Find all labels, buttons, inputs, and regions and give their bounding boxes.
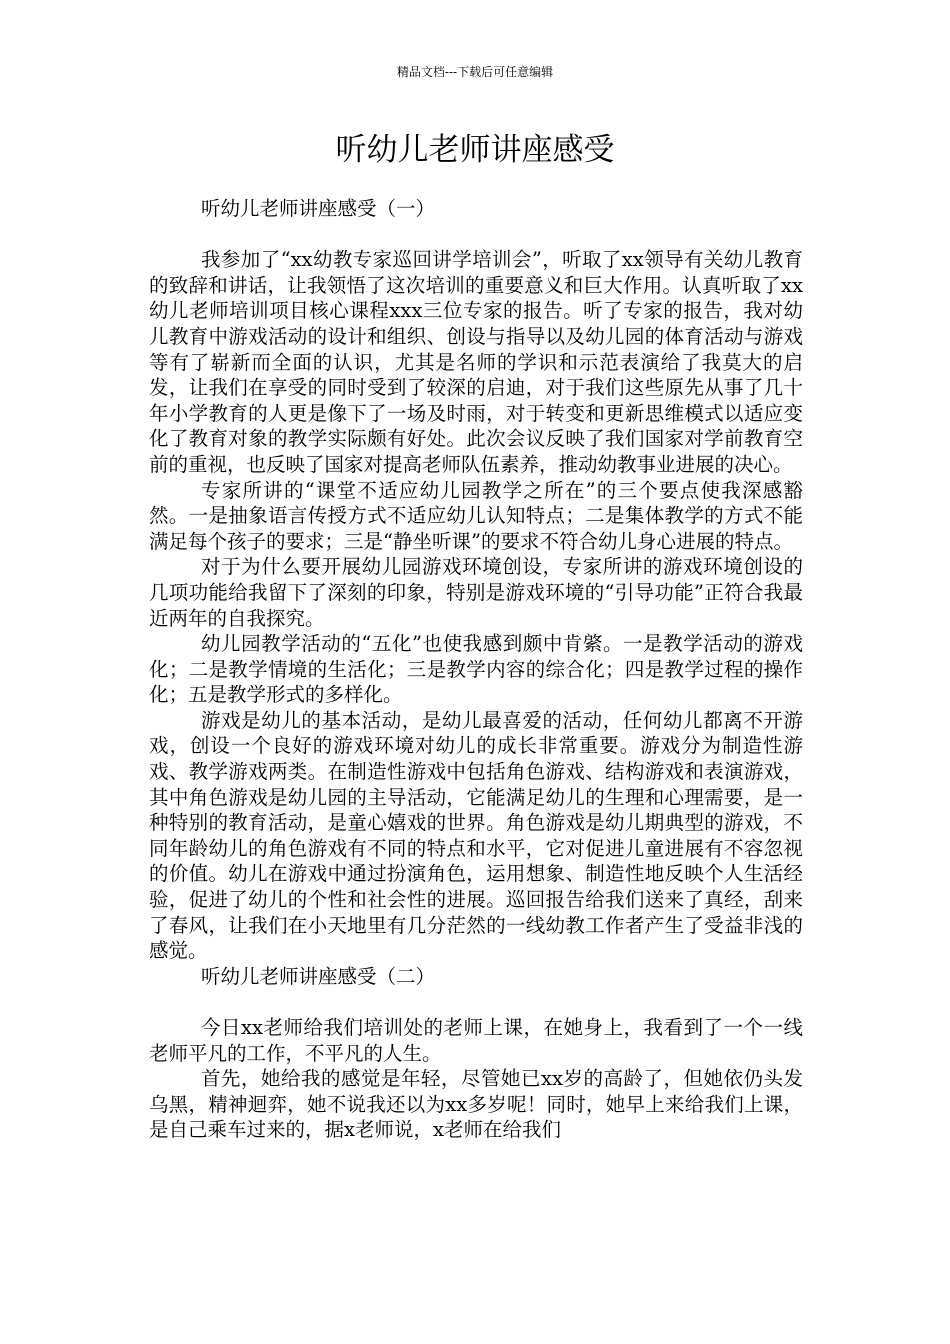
paragraph: 我参加了“xx幼教专家巡回讲学培训会”，听取了xx领导有关幼儿教育的致辞和讲话，让我领悟了这次培训的重要意义和巨大作用。认真听取了xx幼儿老师培训项目核心课程xxx三位专家的报告。听了专家的报告，我对幼儿教育中游戏活动的设计和组织、创设与指导以及幼儿园的体育活动与游戏等有了崭新而全面的认识，尤其是名师的学识和示范表演给了我莫大的启发，让我们在享受的同时受到了较深的启迪，对于我们这些原先从事了几十年小学教育的人更是像下了一场及时雨，对于转变和更新思维模式以适应变化了教育对象的教学实际颇有好处。此次会议反映了我们国家对学前教育空前的重视，也反映了国家对提高老师队伍素养，推动幼教事业进展的决心。 bbox=[149, 248, 803, 476]
page-header-note: 精品文档---下载后可任意编辑 bbox=[396, 65, 554, 79]
blank-line bbox=[149, 989, 803, 1015]
section-heading-2: 听幼儿老师讲座感受（二） bbox=[201, 964, 436, 988]
blank-line bbox=[149, 222, 803, 248]
paragraph: 游戏是幼儿的基本活动，是幼儿最喜爱的活动，任何幼儿都离不开游戏，创设一个良好的游戏环境对幼儿的成长非常重要。游戏分为制造性游戏、教学游戏两类。在制造性游戏中包括角色游戏、结构游戏和表演游戏，其中角色游戏是幼儿园的主导活动，它能满足幼儿的生理和心理需要，是一种特别的教育活动，是童心嬉戏的世界。角色游戏是幼儿期典型的游戏，不同年龄幼儿的角色游戏有不同的特点和水平，它对促进儿童进展有不容忽视的价值。幼儿在游戏中通过扮演角色，运用想象、制造性地反映个人生活经验，促进了幼儿的个性和社会性的进展。巡回报告给我们送来了真经，刮来了春风，让我们在小天地里有几分茫然的一线幼教工作者产生了受益非浅的感觉。 bbox=[149, 708, 803, 963]
document-body bbox=[149, 196, 803, 1143]
paragraph: 专家所讲的“课堂不适应幼儿园教学之所在”的三个要点使我深感豁然。一是抽象语言传授方式不适应幼儿认知特点；二是集体教学的方式不能满足每个孩子的要求；三是“静坐听课”的要求不符合幼儿身心进展的特点。 bbox=[149, 478, 803, 553]
document-title: 听幼儿老师讲座感受 bbox=[335, 132, 615, 168]
section-heading-1: 听幼儿老师讲座感受（一） bbox=[201, 197, 436, 220]
paragraph: 幼儿园教学活动的“五化”也使我感到颇中肯綮。一是教学活动的游戏化；二是教学情境的生活化；三是教学内容的综合化；四是教学过程的操作化；五是教学形式的多样化。 bbox=[149, 632, 803, 707]
paragraph: 今日xx老师给我们培训处的老师上课，在她身上，我看到了一个一线老师平凡的工作，不平凡的人生。 bbox=[149, 1016, 803, 1065]
paragraph: 对于为什么要开展幼儿园游戏环境创设，专家所讲的游戏环境创设的几项功能给我留下了深刻的印象，特别是游戏环境的“引导功能”正符合我最近两年的自我探究。 bbox=[149, 555, 803, 630]
paragraph: 首先，她给我的感觉是年轻，尽管她已xx岁的高龄了，但她依仍头发乌黑，精神迴弈，她不说我还以为xx多岁呢！同时，她早上来给我们上课，是自己乘车过来的，据x老师说，x老师在给我们 bbox=[149, 1067, 803, 1142]
